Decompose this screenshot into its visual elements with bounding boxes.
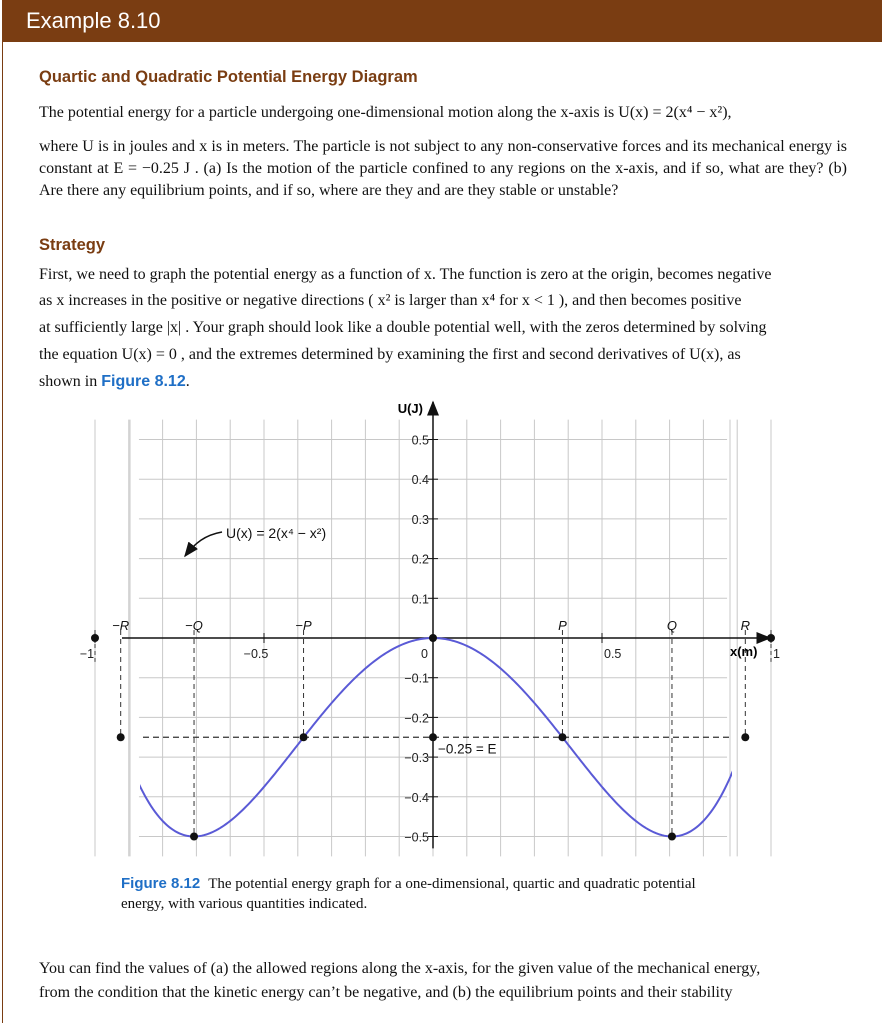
strategy-line-5: [39, 373, 847, 391]
x-axis-label: x(m): [730, 644, 758, 659]
y-tick-label: −0.4: [404, 790, 429, 805]
caption-label: Figure 8.12: [121, 875, 201, 892]
energy-label: −0.25 = E: [438, 741, 497, 757]
point-label--P: −P: [295, 618, 312, 633]
figure-link[interactable]: Figure 8.12: [101, 373, 186, 390]
strategy-line-5-prefix: shown in: [39, 373, 98, 390]
point-label--R: −R: [112, 618, 130, 633]
figure-caption: [121, 874, 741, 914]
point-label-R: R: [740, 618, 751, 633]
y-tick-label: −0.2: [404, 711, 429, 726]
y-tick-label: 0.3: [411, 512, 429, 527]
y-tick-label: −0.3: [404, 751, 429, 766]
y-tick-label: 0.4: [411, 473, 429, 488]
problem-intro: The potential energy for a particle undergoing one-dimensional motion along the x-axis is U(x) = 2(x⁴ − x²),: [39, 104, 732, 121]
x-tick-label: −0.5: [243, 647, 269, 661]
x-tick-label: 1: [773, 647, 780, 661]
example-header: Example 8.10: [2, 0, 882, 42]
y-tick-label: −0.5: [404, 830, 429, 845]
strategy-line-1: First, we need to graph the potential energy as a function of x. The function is zero at the origin, becomes negative: [39, 266, 772, 283]
example-title: Quartic and Quadratic Potential Energy Diagram: [39, 68, 418, 86]
point-label-Q: Q: [666, 618, 678, 633]
y-axis-label: U(J): [397, 401, 423, 416]
followup-line-2: from the condition that the kinetic energy can’t be negative, and (b) the equilibrium points and their stability: [39, 984, 733, 1001]
point-label-P: P: [558, 618, 567, 633]
strategy-line-2: as x increases in the positive or negative directions ( x² is larger than x⁴ for x < 1 ), and then becomes positive: [39, 292, 742, 309]
point-label--Q: −Q: [185, 618, 203, 633]
caption-text: The potential energy graph for a one-dimensional, quartic and quadratic potential energy, with various quantities indicated.: [121, 876, 696, 912]
y-tick-label: 0.1: [411, 592, 429, 607]
strategy-line-5-suffix: .: [185, 373, 190, 390]
x-tick-label: 0: [421, 647, 428, 661]
y-tick-label: 0.5: [411, 433, 429, 448]
problem-text: where U is in joules and x is in meters. The particle is not subject to any non-conservative forces and its mechanical energy is constant at E = −0.25 J . (a) Is the motion of the particle confined to any regions on the x-axis, and if so, what are they? (b) Are there any equilibrium points, and if so, where are they and are they stable or unstable?: [39, 138, 847, 199]
x-tick-label: 0.5: [604, 647, 622, 661]
strategy-line-3: at sufficiently large |x| . Your graph should look like a double potential well, with the zeros determined by solving: [39, 319, 767, 336]
x-tick-label: −1: [79, 647, 95, 661]
curve-label: U(x) = 2(x⁴ − x²): [226, 525, 327, 541]
followup-line-1: You can find the values of (a) the allowed regions along the x-axis, for the given value of the mechanical energy,: [39, 960, 761, 977]
strategy-line-4: the equation U(x) = 0 , and the extremes determined by examining the first and second derivatives of U(x), as: [39, 346, 741, 363]
strategy-heading: Strategy: [39, 236, 106, 254]
y-tick-label: 0.2: [411, 552, 429, 567]
y-tick-label: −0.1: [404, 671, 429, 686]
